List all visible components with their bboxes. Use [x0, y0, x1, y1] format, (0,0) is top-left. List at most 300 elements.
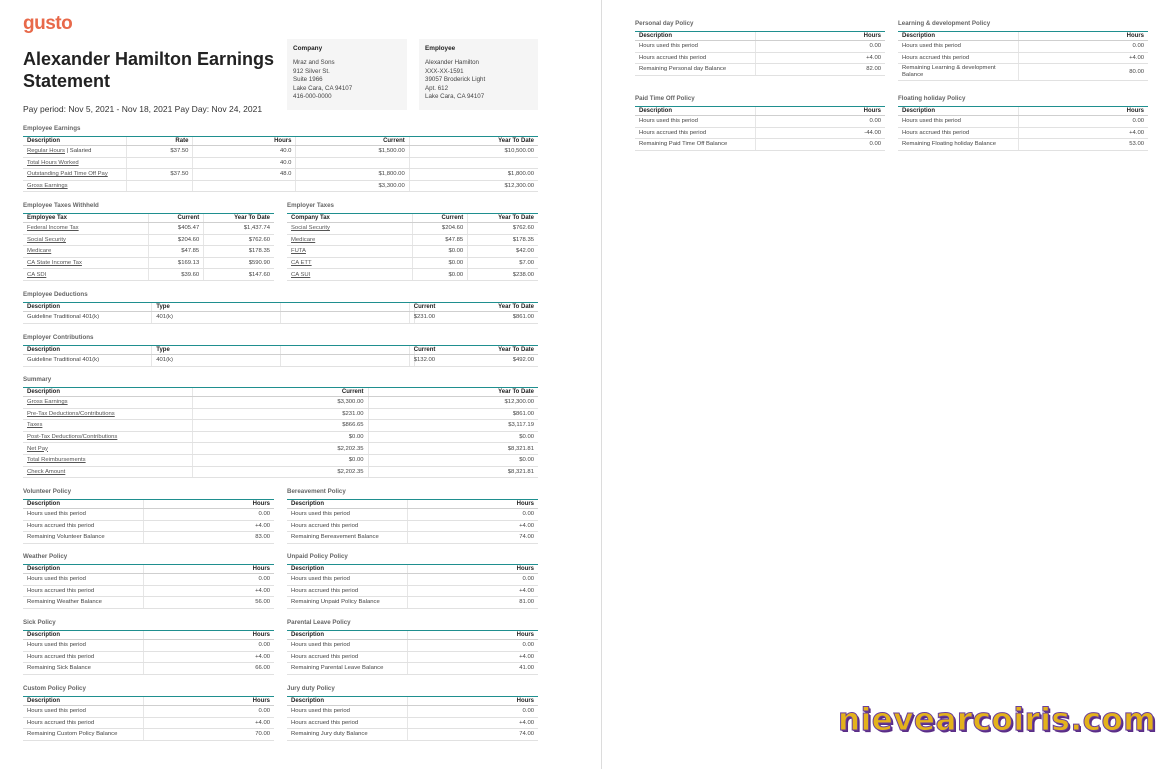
table-row: [23, 146, 538, 158]
company-heading: Company: [293, 45, 323, 52]
section-title: Learning & development Policy: [898, 20, 991, 27]
section-title: Unpaid Policy Policy: [287, 553, 348, 560]
deductions-section: [23, 290, 538, 324]
table-cell: Hours used this period: [287, 509, 407, 521]
table-cell: 0.00: [143, 509, 274, 521]
table-cell: [23, 408, 193, 420]
table-cell: 0.00: [407, 509, 538, 521]
table-cell: 0.00: [407, 640, 538, 652]
table-cell: 74.00: [407, 729, 538, 741]
table-cell: +4.00: [755, 52, 885, 64]
column-header: Employee Tax: [23, 214, 149, 223]
section-title: Custom Policy Policy: [23, 685, 86, 692]
table-cell: 82.00: [755, 64, 885, 76]
table-cell: $238.00: [468, 269, 538, 281]
table-row: [635, 127, 885, 139]
section-title: Employee Earnings: [23, 125, 81, 132]
table-cell: $762.60: [468, 223, 538, 235]
page-title: Alexander Hamilton Earnings Statement: [23, 49, 275, 91]
column-header: Hours: [407, 697, 538, 706]
employee-taxes-table: [23, 213, 274, 281]
table-cell: [287, 246, 413, 258]
section-title: Parental Leave Policy: [287, 619, 351, 626]
table-row: [23, 180, 538, 192]
table-cell: 74.00: [407, 532, 538, 544]
table-row: [898, 52, 1148, 64]
table-cell: Remaining Parental Leave Balance: [287, 663, 407, 675]
table-cell: [23, 454, 193, 466]
table-cell: [23, 257, 149, 269]
employer-taxes-table: [287, 213, 538, 281]
table-cell: $1,500.00: [296, 146, 409, 158]
table-row: [23, 355, 538, 367]
table-row: [898, 139, 1148, 151]
table-cell: Hours used this period: [635, 41, 755, 53]
policy-section: [287, 552, 538, 609]
table-row: [287, 223, 538, 235]
table-cell: 401(k): [152, 312, 281, 324]
table-row: [23, 420, 538, 432]
table-cell: [23, 146, 126, 158]
gusto-logo: gusto: [23, 13, 73, 34]
table-cell: Hours used this period: [23, 706, 143, 718]
table-row: [287, 532, 538, 544]
column-header: Year To Date: [409, 137, 538, 146]
section-title: Bereavement Policy: [287, 488, 346, 495]
row-link[interactable]: CA ETT: [291, 260, 312, 267]
section-title: Employer Contributions: [23, 334, 94, 341]
column-header: Current: [409, 346, 414, 355]
table-row: [898, 64, 1148, 81]
table-row: [635, 52, 885, 64]
section-title: Weather Policy: [23, 553, 68, 560]
row-link[interactable]: CA SUI: [291, 271, 311, 278]
table-cell: 0.00: [143, 640, 274, 652]
table-row: [23, 597, 274, 609]
section-title: Volunteer Policy: [23, 488, 72, 495]
contributions-table: [23, 345, 538, 367]
table-cell: $132.00: [409, 355, 414, 367]
table-cell: $231.00: [409, 312, 414, 324]
table-cell: $1,800.00: [409, 169, 538, 181]
table-cell: 0.00: [1018, 116, 1148, 128]
table-cell: Remaining Jury duty Balance: [287, 729, 407, 741]
column-header: Hours: [143, 565, 274, 574]
table-row: [287, 234, 538, 246]
policy-section: [287, 618, 538, 675]
column-header: Hours: [407, 500, 538, 509]
section-title: Employee Deductions: [23, 291, 88, 298]
column-header: Hours: [1018, 32, 1148, 41]
table-row: [23, 234, 274, 246]
table-cell: $47.85: [413, 234, 468, 246]
table-cell: [23, 269, 149, 281]
table-cell: +4.00: [407, 717, 538, 729]
policy-section: [23, 684, 274, 741]
employee-line: Lake Cara, CA 94107: [425, 93, 485, 101]
table-cell: Hours accrued this period: [287, 651, 407, 663]
table-cell: +4.00: [143, 520, 274, 532]
column-header: Description: [287, 631, 407, 640]
table-cell: $231.00: [193, 408, 368, 420]
table-cell: 41.00: [407, 663, 538, 675]
table-cell: +4.00: [407, 651, 538, 663]
table-cell: $405.47: [149, 223, 204, 235]
table-row: [23, 157, 538, 169]
table-cell: Hours used this period: [23, 640, 143, 652]
table-cell: Guideline Traditional 401(k): [23, 355, 152, 367]
table-cell: $10,500.00: [409, 146, 538, 158]
policy-section: [635, 94, 885, 151]
employee-taxes-section: [23, 201, 274, 281]
column-header: Description: [23, 137, 126, 146]
column-header: Description: [23, 565, 143, 574]
table-row: [635, 139, 885, 151]
section-title: Summary: [23, 376, 52, 383]
table-cell: +4.00: [143, 585, 274, 597]
table-cell: 48.0: [193, 169, 296, 181]
table-cell: Hours accrued this period: [287, 585, 407, 597]
table-cell: [281, 312, 410, 324]
row-link[interactable]: CA State Income Tax: [27, 260, 82, 267]
table-cell: $42.00: [468, 246, 538, 258]
table-cell: 0.00: [755, 139, 885, 151]
table-cell: $204.60: [413, 223, 468, 235]
table-cell: Remaining Custom Policy Balance: [23, 729, 143, 741]
table-cell: Hours used this period: [898, 116, 1018, 128]
table-cell: $8,321.81: [368, 443, 538, 455]
table-cell: Hours accrued this period: [23, 717, 143, 729]
table-cell: Remaining Floating holiday Balance: [898, 139, 1018, 151]
table-cell: 40.0: [193, 157, 296, 169]
policy-table: [287, 696, 538, 741]
table-cell: Hours accrued this period: [635, 127, 755, 139]
table-cell: $3,300.00: [193, 397, 368, 409]
table-row: [23, 729, 274, 741]
row-link[interactable]: Gross Earnings: [27, 399, 68, 406]
policy-table: [23, 499, 274, 544]
table-row: [287, 663, 538, 675]
table-cell: $178.35: [468, 234, 538, 246]
table-row: [23, 532, 274, 544]
table-cell: [287, 223, 413, 235]
table-cell: Hours used this period: [23, 574, 143, 586]
table-cell: Remaining Personal day Balance: [635, 64, 755, 76]
employer-taxes-section: [287, 201, 538, 281]
column-header: Hours: [143, 500, 274, 509]
table-cell: $2,202.35: [193, 443, 368, 455]
table-cell: [23, 397, 193, 409]
column-header: Description: [23, 388, 193, 397]
row-link[interactable]: Medicare: [27, 248, 52, 255]
policy-section: [23, 618, 274, 675]
table-cell: $0.00: [413, 257, 468, 269]
table-cell: Hours used this period: [23, 509, 143, 521]
employee-heading: Employee: [425, 45, 456, 52]
section-title: Personal day Policy: [635, 20, 694, 27]
table-cell: [23, 466, 193, 478]
column-header: Hours: [407, 631, 538, 640]
table-cell: Hours accrued this period: [23, 651, 143, 663]
table-cell: $861.00: [414, 312, 538, 324]
table-cell: $0.00: [413, 246, 468, 258]
table-cell: $8,321.81: [368, 466, 538, 478]
table-cell: 66.00: [143, 663, 274, 675]
table-row: [287, 597, 538, 609]
row-link[interactable]: Gross Earnings: [27, 183, 68, 190]
policy-table: [635, 31, 885, 76]
table-cell: Hours accrued this period: [23, 585, 143, 597]
row-link[interactable]: Outstanding Paid Time Off Pay: [27, 171, 108, 178]
table-row: [23, 706, 274, 718]
table-cell: 70.00: [143, 729, 274, 741]
company-box: [287, 39, 407, 110]
table-cell: [193, 180, 296, 192]
table-row: [23, 466, 538, 478]
table-row: [287, 585, 538, 597]
table-cell: $0.00: [413, 269, 468, 281]
employee-box: [419, 39, 538, 110]
policy-table: [23, 696, 274, 741]
table-cell: [126, 157, 193, 169]
table-cell: +4.00: [143, 651, 274, 663]
summary-section: [23, 375, 538, 478]
table-cell: [287, 269, 413, 281]
section-title: Paid Time Off Policy: [635, 95, 695, 102]
table-cell: [23, 246, 149, 258]
company-line: 416-000-0000: [293, 93, 332, 101]
column-header: Year To Date: [368, 388, 538, 397]
table-cell: Remaining Unpaid Policy Balance: [287, 597, 407, 609]
table-row: [287, 717, 538, 729]
table-cell: [281, 355, 410, 367]
policy-table: [287, 499, 538, 544]
column-header: Hours: [407, 565, 538, 574]
table-cell: +4.00: [1018, 127, 1148, 139]
table-cell: $0.00: [193, 454, 368, 466]
table-row: [23, 640, 274, 652]
table-row: [635, 41, 885, 53]
section-title: Jury duty Policy: [287, 685, 335, 692]
policy-section: [23, 487, 274, 544]
table-row: [23, 169, 538, 181]
column-header: Type: [152, 346, 281, 355]
table-cell: 0.00: [755, 116, 885, 128]
column-header: Description: [23, 303, 152, 312]
table-cell: Hours accrued this period: [287, 717, 407, 729]
table-cell: [296, 157, 409, 169]
table-cell: Hours used this period: [287, 574, 407, 586]
table-cell: $47.85: [149, 246, 204, 258]
column-header: Hours: [143, 697, 274, 706]
table-cell: $204.60: [149, 234, 204, 246]
column-header: Description: [23, 500, 143, 509]
row-link[interactable]: Total Hours Worked: [27, 159, 79, 166]
table-row: [23, 585, 274, 597]
table-row: [287, 574, 538, 586]
table-row: [287, 246, 538, 258]
row-link[interactable]: Regular Hours: [27, 148, 65, 155]
employee-line: Alexander Hamilton: [425, 59, 479, 67]
table-cell: 0.00: [755, 41, 885, 53]
row-link[interactable]: Taxes: [27, 422, 43, 429]
table-row: [23, 520, 274, 532]
table-cell: Hours accrued this period: [287, 520, 407, 532]
column-header: Company Tax: [287, 214, 413, 223]
table-row: [287, 706, 538, 718]
table-cell: $3,117.19: [368, 420, 538, 432]
section-title: Sick Policy: [23, 619, 56, 626]
table-cell: Hours accrued this period: [898, 127, 1018, 139]
table-cell: $7.00: [468, 257, 538, 269]
earnings-table: [23, 136, 538, 192]
table-row: [287, 257, 538, 269]
employee-line: Apt. 612: [425, 84, 449, 92]
table-row: [23, 717, 274, 729]
table-row: [287, 269, 538, 281]
table-cell: Guideline Traditional 401(k): [23, 312, 152, 324]
table-cell: $590.90: [204, 257, 274, 269]
table-cell: $0.00: [193, 431, 368, 443]
table-row: [635, 116, 885, 128]
table-row: [23, 312, 538, 324]
column-header: Year To Date: [204, 214, 274, 223]
table-cell: 40.0: [193, 146, 296, 158]
table-cell: +4.00: [1018, 52, 1148, 64]
table-cell: $169.13: [149, 257, 204, 269]
table-row: [23, 443, 538, 455]
column-header: Description: [287, 500, 407, 509]
page-divider: [601, 0, 602, 769]
column-header: Description: [898, 32, 1018, 41]
row-link[interactable]: CA SDI: [27, 271, 47, 278]
table-row: [23, 257, 274, 269]
row-link[interactable]: Medicare: [291, 236, 316, 243]
table-row: [23, 246, 274, 258]
table-cell: $37.50: [126, 146, 193, 158]
employee-line: 39057 Broderick Light: [425, 76, 486, 84]
table-row: [23, 397, 538, 409]
column-header: Description: [635, 32, 755, 41]
column-header: Description: [23, 346, 152, 355]
table-row: [287, 509, 538, 521]
policy-section: [287, 487, 538, 544]
row-link[interactable]: Social Security: [291, 225, 330, 232]
table-cell: 56.00: [143, 597, 274, 609]
company-line: Lake Cara, CA 94107: [293, 84, 353, 92]
row-link[interactable]: Pre-Tax Deductions/Contributions: [27, 410, 115, 417]
contributions-section: [23, 333, 538, 367]
row-link[interactable]: Total Reimbursements: [27, 457, 86, 464]
column-header: [281, 346, 410, 355]
table-cell: Hours accrued this period: [635, 52, 755, 64]
policy-section: [635, 19, 885, 76]
table-row: [287, 651, 538, 663]
row-link[interactable]: Check Amount: [27, 468, 66, 475]
table-cell: 81.00: [407, 597, 538, 609]
table-cell: $762.60: [204, 234, 274, 246]
table-row: [23, 574, 274, 586]
table-row: [898, 116, 1148, 128]
table-row: [23, 454, 538, 466]
column-header: Description: [635, 107, 755, 116]
column-header: Hours: [755, 32, 885, 41]
table-cell: [23, 180, 126, 192]
row-link[interactable]: FUTA: [291, 248, 306, 255]
table-row: [23, 651, 274, 663]
table-cell: [287, 234, 413, 246]
policy-table: [23, 564, 274, 609]
deductions-table: [23, 302, 538, 324]
table-cell: Hours used this period: [898, 41, 1018, 53]
table-cell: Remaining Sick Balance: [23, 663, 143, 675]
column-header: Current: [409, 303, 414, 312]
table-cell: [23, 157, 126, 169]
column-header: Description: [287, 697, 407, 706]
table-row: [23, 509, 274, 521]
section-title: Floating holiday Policy: [898, 95, 966, 102]
table-cell: $178.35: [204, 246, 274, 258]
table-cell: Remaining Weather Balance: [23, 597, 143, 609]
table-cell: Remaining Learning & development Balance: [898, 64, 1018, 81]
row-link[interactable]: Net Pay: [27, 445, 48, 452]
table-cell: [287, 257, 413, 269]
table-cell: [23, 169, 126, 181]
table-cell: $1,437.74: [204, 223, 274, 235]
policy-table: [23, 630, 274, 675]
table-cell: 0.00: [143, 706, 274, 718]
column-header: [281, 303, 410, 312]
section-title: Employer Taxes: [287, 202, 335, 209]
column-header: Description: [23, 631, 143, 640]
table-cell: 53.00: [1018, 139, 1148, 151]
table-cell: +4.00: [143, 717, 274, 729]
column-header: Current: [296, 137, 409, 146]
table-row: [23, 223, 274, 235]
table-cell: [409, 157, 538, 169]
column-header: Year To Date: [468, 214, 538, 223]
company-line: 912 Silver St.: [293, 67, 330, 75]
summary-table: [23, 387, 538, 478]
table-cell: [23, 443, 193, 455]
earnings-section: [23, 124, 538, 192]
watermark: nievearcoiris.com: [838, 702, 1157, 738]
company-line: Suite 1966: [293, 76, 323, 84]
column-header: Hours: [755, 107, 885, 116]
table-cell: Hours accrued this period: [23, 520, 143, 532]
table-cell: [23, 234, 149, 246]
row-link[interactable]: Federal Income Tax: [27, 225, 79, 232]
table-row: [23, 408, 538, 420]
table-row: [635, 64, 885, 76]
policy-table: [287, 630, 538, 675]
column-header: Description: [287, 565, 407, 574]
table-cell: $0.00: [368, 454, 538, 466]
table-cell: $39.60: [149, 269, 204, 281]
table-cell: $12,300.00: [368, 397, 538, 409]
column-header: Year To Date: [414, 346, 538, 355]
table-cell: 0.00: [143, 574, 274, 586]
table-cell: $2,202.35: [193, 466, 368, 478]
table-cell: Hours used this period: [287, 706, 407, 718]
table-cell: 0.00: [1018, 41, 1148, 53]
column-header: Rate: [126, 137, 193, 146]
row-link[interactable]: Post-Tax Deductions/Contributions: [27, 434, 118, 441]
column-header: Current: [149, 214, 204, 223]
table-cell: $1,800.00: [296, 169, 409, 181]
row-link[interactable]: Social Security: [27, 236, 66, 243]
policy-table: [898, 106, 1148, 151]
